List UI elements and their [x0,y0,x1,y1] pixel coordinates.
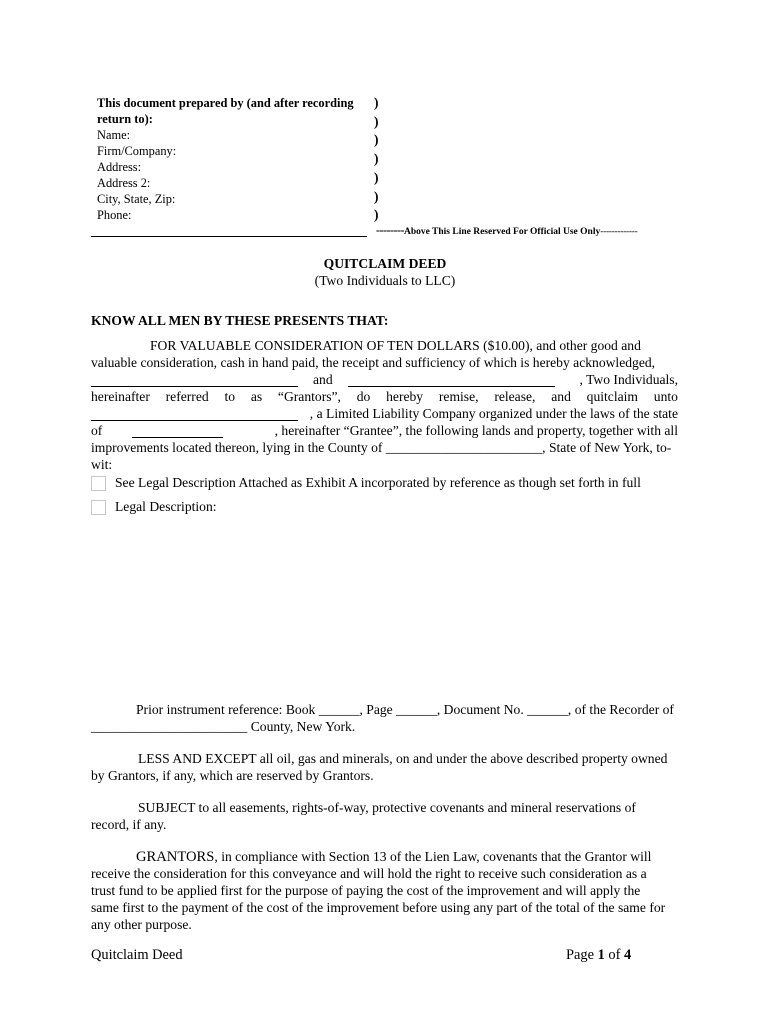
of-word: of [91,423,103,438]
consideration-line-1 [91,337,678,354]
consideration-word: quitclaim [586,389,638,404]
consideration-line-6 [91,422,678,439]
subject-line-2: record, if any. [91,817,167,832]
consideration-word: “Grantors”, [277,389,341,404]
grantor-2-blank[interactable] [348,374,555,387]
less-except-line-1: LESS AND EXCEPT all oil, gas and minerals, on and under the above described property owned [138,751,668,766]
paren: ) [374,113,379,129]
legal-description-option[interactable] [91,499,217,515]
subject-line-1: SUBJECT to all easements, rights-of-way, protective covenants and mineral reservations of [138,800,636,815]
grantors-line-1 [91,848,678,865]
consideration-line-2: valuable consideration, cash in hand paid, the receipt and sufficiency of which is hereby acknowledged, [91,355,656,370]
grantors-line-3: trust fund to be applied first for the purpose of paying the cost of the improvement and will apply the [91,883,641,898]
paren: ) [374,95,379,110]
llc-text: , a Limited Liability Company organized under the laws of the state [309,406,678,421]
prior-instrument-line-2: _______________________ County, New York. [91,719,356,734]
state-blank[interactable] [132,425,223,438]
consideration-word: as [250,389,263,404]
field-address-label: Address: [97,160,142,174]
prior-instrument-line-1: Prior instrument reference: Book ______, Page ______, Document No. ______, of the Recorder of [136,702,674,717]
consideration-line-3 [91,371,678,388]
consideration-word: referred [165,389,209,404]
field-address2-label: Address 2: [97,176,151,190]
official-use-line [376,223,637,238]
legal-description-label: Legal Description: [115,499,217,514]
paren: ) [374,188,379,204]
paren: ) [374,207,379,223]
grantee-llc-blank[interactable] [91,408,298,421]
of-word: of [608,947,621,963]
footer-doc-title: Quitclaim Deed [91,947,183,963]
paren: ) [374,151,379,167]
reserved-dashes: -------- [376,223,404,237]
grantors-text-1: , in compliance with Section 13 of the Lien Law, covenants that the Grantor will [214,849,652,864]
reserved-text: Above This Line Reserved For Official Use Only [403,227,601,237]
consideration-paragraph [91,337,678,473]
page-total: 4 [624,947,632,963]
grantors-line-4: same first to the payment of the cost of the improvement before using any part of the total of the same for [91,900,666,915]
grantor-1-blank[interactable] [91,374,298,387]
consideration-line-4 [91,388,678,405]
intro-heading: KNOW ALL MEN BY THESE PRESENTS THAT: [91,313,389,328]
prepared-by-rule [91,236,367,237]
exhibit-a-label: See Legal Description Attached as Exhibit A incorporated by reference as though set forth in full [115,475,641,490]
page-current: 1 [597,947,605,963]
grantors-paragraph [91,848,678,933]
legal-description-checkbox[interactable] [91,500,106,515]
prepared-by-heading-line2: return to): [97,112,153,126]
deed-title-sub: (Two Individuals to LLC) [314,273,456,288]
field-name-label: Name: [97,128,131,142]
consideration-line-5 [91,405,678,422]
consideration-word: to [224,389,236,404]
consideration-line-7: improvements located thereon, lying in the County of _______________________, State of New York, to- [91,440,672,455]
field-phone-label: Phone: [97,208,132,222]
page-word: Page [566,947,594,963]
footer-page-number [566,947,631,964]
prior-instrument-paragraph [91,701,678,735]
consideration-line-8: wit: [91,457,113,472]
grantors-lead: GRANTORS [136,849,215,865]
reserved-tail: ------------- [600,227,638,237]
grantee-text: , hereinafter “Grantee”, the following lands and property, together with all [274,423,678,438]
consideration-word: unto [653,389,678,404]
consideration-word: release, [494,389,536,404]
consideration-word: do [356,389,371,404]
consideration-word: hereby [386,389,424,404]
and-word: and [313,372,333,387]
consideration-text-1: FOR VALUABLE CONSIDERATION OF TEN DOLLARS ($10.00), and other good and [150,338,641,353]
prepared-by-block [97,95,367,223]
paren: ) [374,132,379,148]
field-firm-label: Firm/Company: [97,144,177,158]
less-except-line-2: by Grantors, if any, which are reserved by Grantors. [91,768,374,783]
deed-title-main: QUITCLAIM DEED [323,256,447,271]
grantors-line-2: receive the consideration for this conveyance and will hold the right to receive such consideration as a [91,866,647,881]
exhibit-a-checkbox[interactable] [91,476,106,491]
subject-paragraph [91,799,678,833]
consideration-word: and [551,389,571,404]
consideration-word: hereinafter [91,389,150,404]
two-individuals-text: , Two Individuals, [579,372,678,387]
grantors-line-5: any other purpose. [91,917,192,932]
deed-title [0,255,770,289]
bracket-column [374,94,379,225]
prepared-by-heading-line1: This document prepared by (and after recording [97,96,354,110]
less-except-paragraph [91,750,678,784]
exhibit-a-option[interactable] [91,475,641,491]
consideration-word: remise, [438,389,479,404]
field-city-state-zip-label: City, State, Zip: [97,192,176,206]
paren: ) [374,169,379,185]
